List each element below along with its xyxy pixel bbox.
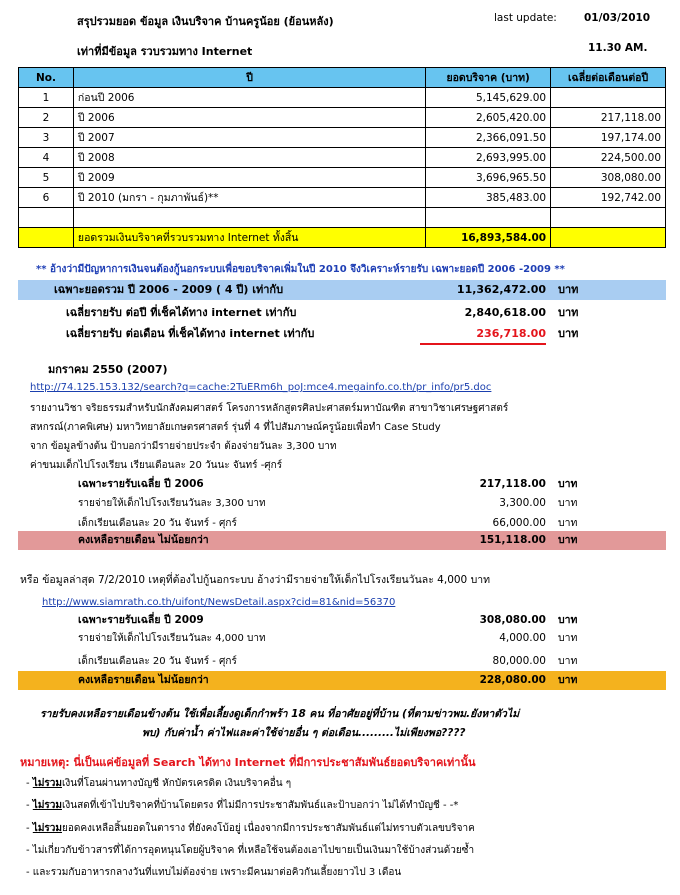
table-row xyxy=(19,188,666,208)
income-2009-label: เฉพาะรายรับเฉลี่ย ปี 2009 xyxy=(78,614,204,626)
income-2006-value: 217,118.00 xyxy=(479,478,546,490)
remark-heading: หมายเหตุ: นี่เป็นแค่ข้อมูลที่ Search ได้ทาง Internet ที่มีการประชาสัมพันธ์ยอดบริจาคเท่านั้น xyxy=(20,756,476,769)
days-2009-value: 80,000.00 xyxy=(492,655,546,667)
remark-item-text: ยอดคงเหลือสิ้นยอดในตาราง ที่ยังคงโบ้อยู่ เนื่องจากมีการประชาสัมพันธ์แต่ไม่ทราบตัวเลขบริจาค xyxy=(62,823,475,834)
remark-item: - ไม่รวมยอดคงเหลือสิ้นยอดในตาราง ที่ยังคงโบ้อยู่ เนื่องจากมีการประชาสัมพันธ์แต่ไม่ทราบตัวเลขบริจาค xyxy=(26,823,475,834)
section-2007-heading: มกราคม 2550 (2007) xyxy=(48,363,168,376)
row-year: ปี 2010 (มกรา - กุมภาพันธ์)** xyxy=(73,188,425,208)
total-value: 16,893,584.00 xyxy=(426,228,551,248)
report-line-3: จาก ข้อมูลข้างต้น ป้าบอกว่ามีรายจ่ายประจำ ต้องจ่ายวันละ 3,300 บาท xyxy=(30,441,337,452)
row-avg: 224,500.00 xyxy=(551,148,666,168)
daily-2009-label: รายจ่ายให้เด็กไปโรงเรียนวันละ 4,000 บาท xyxy=(78,633,266,644)
col-header-no: No. xyxy=(19,68,74,88)
days-2009-row xyxy=(18,652,666,671)
row-amount: 2,366,091.50 xyxy=(426,128,551,148)
table-total-row xyxy=(19,228,666,248)
summary-total-bar xyxy=(18,280,666,300)
days-2006-unit: บาท xyxy=(558,517,578,529)
daily-2009-unit: บาท xyxy=(558,632,578,644)
summary-yearly-unit: บาท xyxy=(558,306,579,319)
income-2006-label: เฉพาะรายรับเฉลี่ย ปี 2006 xyxy=(78,478,204,490)
daily-2006-row xyxy=(18,494,666,513)
income-2009-unit: บาท xyxy=(558,614,578,626)
remain-2006-value: 151,118.00 xyxy=(479,534,546,546)
summary-yearly-value: 2,840,618.00 xyxy=(464,306,546,319)
last-update-label: last update: xyxy=(494,12,557,24)
remain-2009-bar xyxy=(18,671,666,690)
question-line-1: รายรับคงเหลือรายเดือนข้างต้น ใช้เพื่อเลี้ยงดูเด็กกำพร้า 18 คน ที่อาศัยอยู่ที่บ้าน (ที่ตามข่าวพม.ยังหาตัวไม่ xyxy=(40,708,520,720)
row-avg: 217,118.00 xyxy=(551,108,666,128)
summary-yearly-row xyxy=(18,303,666,322)
row-no: 6 xyxy=(19,188,74,208)
latest-info-line: หรือ ข้อมูลล่าสุด 7/2/2010 เหตุที่ต้องไปกู้นอกระบบ อ้างว่ามีรายจ่ายให้เด็กไปโรงเรียนวันละ 4,000 บาท xyxy=(20,574,491,586)
daily-2009-row xyxy=(18,629,666,648)
remain-2009-label: คงเหลือรายเดือน ไม่น้อยกว่า xyxy=(78,674,209,686)
report-line-2: สหกรณ์(ภาคพิเศษ) มหาวิทยาลัยเกษตรศาสตร์ รุ่นที่ 4 ที่ไปสัมภาษณ์ครูน้อยเพื่อทำ Case Study xyxy=(30,422,441,433)
row-amount: 2,605,420.00 xyxy=(426,108,551,128)
source-link-2009[interactable]: http://www.siamrath.co.th/uifont/NewsDetail.aspx?cid=81&nid=56370 xyxy=(42,597,396,608)
table-row xyxy=(19,168,666,188)
summary-monthly-unit: บาท xyxy=(558,327,579,340)
row-no: 3 xyxy=(19,128,74,148)
row-amount: 3,696,965.50 xyxy=(426,168,551,188)
remark-item-emphasis: ไม่รวม xyxy=(32,823,62,834)
source-link-2007[interactable]: http://74.125.153.132/search?q=cache:2TuERm6h_poJ:mce4.megainfo.co.th/pr_info/pr5.doc xyxy=(30,382,492,393)
col-header-amount: ยอดบริจาค (บาท) xyxy=(426,68,551,88)
remark-item-text: เงินที่โอนผ่านทางบัญชี หักบัตรเครดิต เงินบริจาคอื่น ๆ xyxy=(62,778,292,789)
summary-yearly-label: เฉลี่ยรายรับ ต่อปี ที่เช็คได้ทาง internet เท่ากับ xyxy=(66,306,297,319)
last-update-date: 01/03/2010 xyxy=(584,12,651,24)
analysis-note: ** อ้างว่ามีปัญหาการเงินจนต้องกู้นอกระบบเพื่อขอบริจาคเพิ่มในปี 2010 จึงวิเคราะห์รายรับ เฉพาะยอดปี 2006 -2009 ** xyxy=(36,264,565,275)
table-row xyxy=(19,108,666,128)
daily-2009-value: 4,000.00 xyxy=(499,632,546,644)
summary-monthly-label: เฉลี่ยรายรับ ต่อเดือน ที่เช็คได้ทาง internet เท่ากับ xyxy=(66,327,315,340)
remain-2009-value: 228,080.00 xyxy=(479,674,546,686)
days-2006-label: เด็กเรียนเดือนละ 20 วัน จันทร์ - ศุกร์ xyxy=(78,518,237,529)
total-label: ยอดรวมเงินบริจาคที่รวบรวมทาง Internet ทั้งสิ้น xyxy=(73,228,425,248)
remark-item-text: ไม่เกี่ยวกับข้าวสารที่ได้การอุดหนุนโดยผู้บริจาค ที่เหลือใช้จนต้องเอาไปขายเป็นเงินมาใช้บ้างส่วนด้วยซ้ำ xyxy=(32,845,475,856)
remain-2006-label: คงเหลือรายเดือน ไม่น้อยกว่า xyxy=(78,534,209,546)
donation-table xyxy=(18,67,666,248)
report-line-1: รายงานวิชา จริยธรรมสำหรับนักสังคมศาสตร์ โครงการหลักสูตรศิลปะศาสตร์มหาบัณฑิต สาขาวิชาเศรษฐศาสตร์ xyxy=(30,403,509,414)
row-no: 4 xyxy=(19,148,74,168)
summary-total-value: 11,362,472.00 xyxy=(456,283,546,296)
remark-item-emphasis: ไม่รวม xyxy=(32,778,62,789)
row-amount: 5,145,629.00 xyxy=(426,88,551,108)
income-2006-row xyxy=(18,475,666,494)
question-line-2: พบ) กับค่าน้ำ ค่าไฟและค่าใช้จ่ายอื่น ๆ ต่อเดือน.........ไม่เพียงพอ???? xyxy=(142,727,466,739)
row-year: ปี 2008 xyxy=(73,148,425,168)
col-header-avg: เฉลี่ยต่อเดือนต่อปี xyxy=(551,68,666,88)
row-no: 2 xyxy=(19,108,74,128)
row-amount: 2,693,995.00 xyxy=(426,148,551,168)
table-row xyxy=(19,148,666,168)
days-2009-unit: บาท xyxy=(558,655,578,667)
daily-2006-label: รายจ่ายให้เด็กไปโรงเรียนวันละ 3,300 บาท xyxy=(78,498,266,509)
col-header-year: ปี xyxy=(73,68,425,88)
remark-item-emphasis: ไม่รวม xyxy=(32,800,62,811)
row-avg: 197,174.00 xyxy=(551,128,666,148)
last-update-time: 11.30 AM. xyxy=(588,42,648,54)
daily-2006-unit: บาท xyxy=(558,497,578,509)
income-2006-unit: บาท xyxy=(558,478,578,490)
table-row xyxy=(19,88,666,108)
row-avg xyxy=(551,88,666,108)
remark-item-text: เงินสดที่เข้าไปบริจาคที่บ้านโดยตรง ที่ไม่มีการประชาสัมพันธ์และป้าบอกว่า ไม่ได้ทำบัญชี - -* xyxy=(62,800,459,811)
summary-monthly-value: 236,718.00 xyxy=(476,327,546,340)
row-avg: 192,742.00 xyxy=(551,188,666,208)
row-avg: 308,080.00 xyxy=(551,168,666,188)
row-no: 1 xyxy=(19,88,74,108)
remain-2006-unit: บาท xyxy=(558,534,578,546)
daily-2006-value: 3,300.00 xyxy=(499,497,546,509)
page-title: สรุปรวมยอด ข้อมูล เงินบริจาค บ้านครูน้อย (ย้อนหลัง) xyxy=(77,15,334,28)
page-subtitle: เท่าที่มีข้อมูล รวบรวมทาง Internet xyxy=(77,45,253,58)
income-2009-row xyxy=(18,611,666,630)
remark-item: - ไม่เกี่ยวกับข้าวสารที่ได้การอุดหนุนโดยผู้บริจาค ที่เหลือใช้จนต้องเอาไปขายเป็นเงินมาใช้บ้างส่วนด้วยซ้ำ xyxy=(26,845,475,856)
remark-item: - ไม่รวมเงินสดที่เข้าไปบริจาคที่บ้านโดยตรง ที่ไม่มีการประชาสัมพันธ์และป้าบอกว่า ไม่ได้ทำบัญชี - -* xyxy=(26,800,459,811)
monthly-underline xyxy=(420,343,546,345)
remark-item: - ไม่รวมเงินที่โอนผ่านทางบัญชี หักบัตรเครดิต เงินบริจาคอื่น ๆ xyxy=(26,778,292,789)
row-year: ปี 2006 xyxy=(73,108,425,128)
remark-item-text: และรวมกับอาหารกลางวันที่แทบไม่ต้องจ่าย เพราะมีคนมาต่อคิวกันเลี้ยงยาวไป 3 เดือน xyxy=(32,867,402,878)
remark-item: - และรวมกับอาหารกลางวันที่แทบไม่ต้องจ่าย เพราะมีคนมาต่อคิวกันเลี้ยงยาวไป 3 เดือน xyxy=(26,867,402,878)
row-year: ปี 2007 xyxy=(73,128,425,148)
remain-2009-unit: บาท xyxy=(558,674,578,686)
row-year: ก่อนปี 2006 xyxy=(73,88,425,108)
income-2009-value: 308,080.00 xyxy=(479,614,546,626)
summary-total-unit: บาท xyxy=(558,283,579,296)
row-year: ปี 2009 xyxy=(73,168,425,188)
remain-2006-bar xyxy=(18,531,666,550)
report-line-4: ค่าขนมเด็กไปโรงเรียน เรียนเดือนละ 20 วันนะ จันทร์ -ศุกร์ xyxy=(30,460,283,471)
row-no: 5 xyxy=(19,168,74,188)
days-2009-label: เด็กเรียนเดือนละ 20 วัน จันทร์ - ศุกร์ xyxy=(78,656,237,667)
summary-total-label: เฉพาะยอดรวม ปี 2006 - 2009 ( 4 ปี) เท่ากับ xyxy=(54,283,284,296)
days-2006-value: 66,000.00 xyxy=(492,517,546,529)
row-amount: 385,483.00 xyxy=(426,188,551,208)
summary-monthly-row xyxy=(18,324,666,343)
table-row xyxy=(19,128,666,148)
table-row-empty xyxy=(19,208,666,228)
